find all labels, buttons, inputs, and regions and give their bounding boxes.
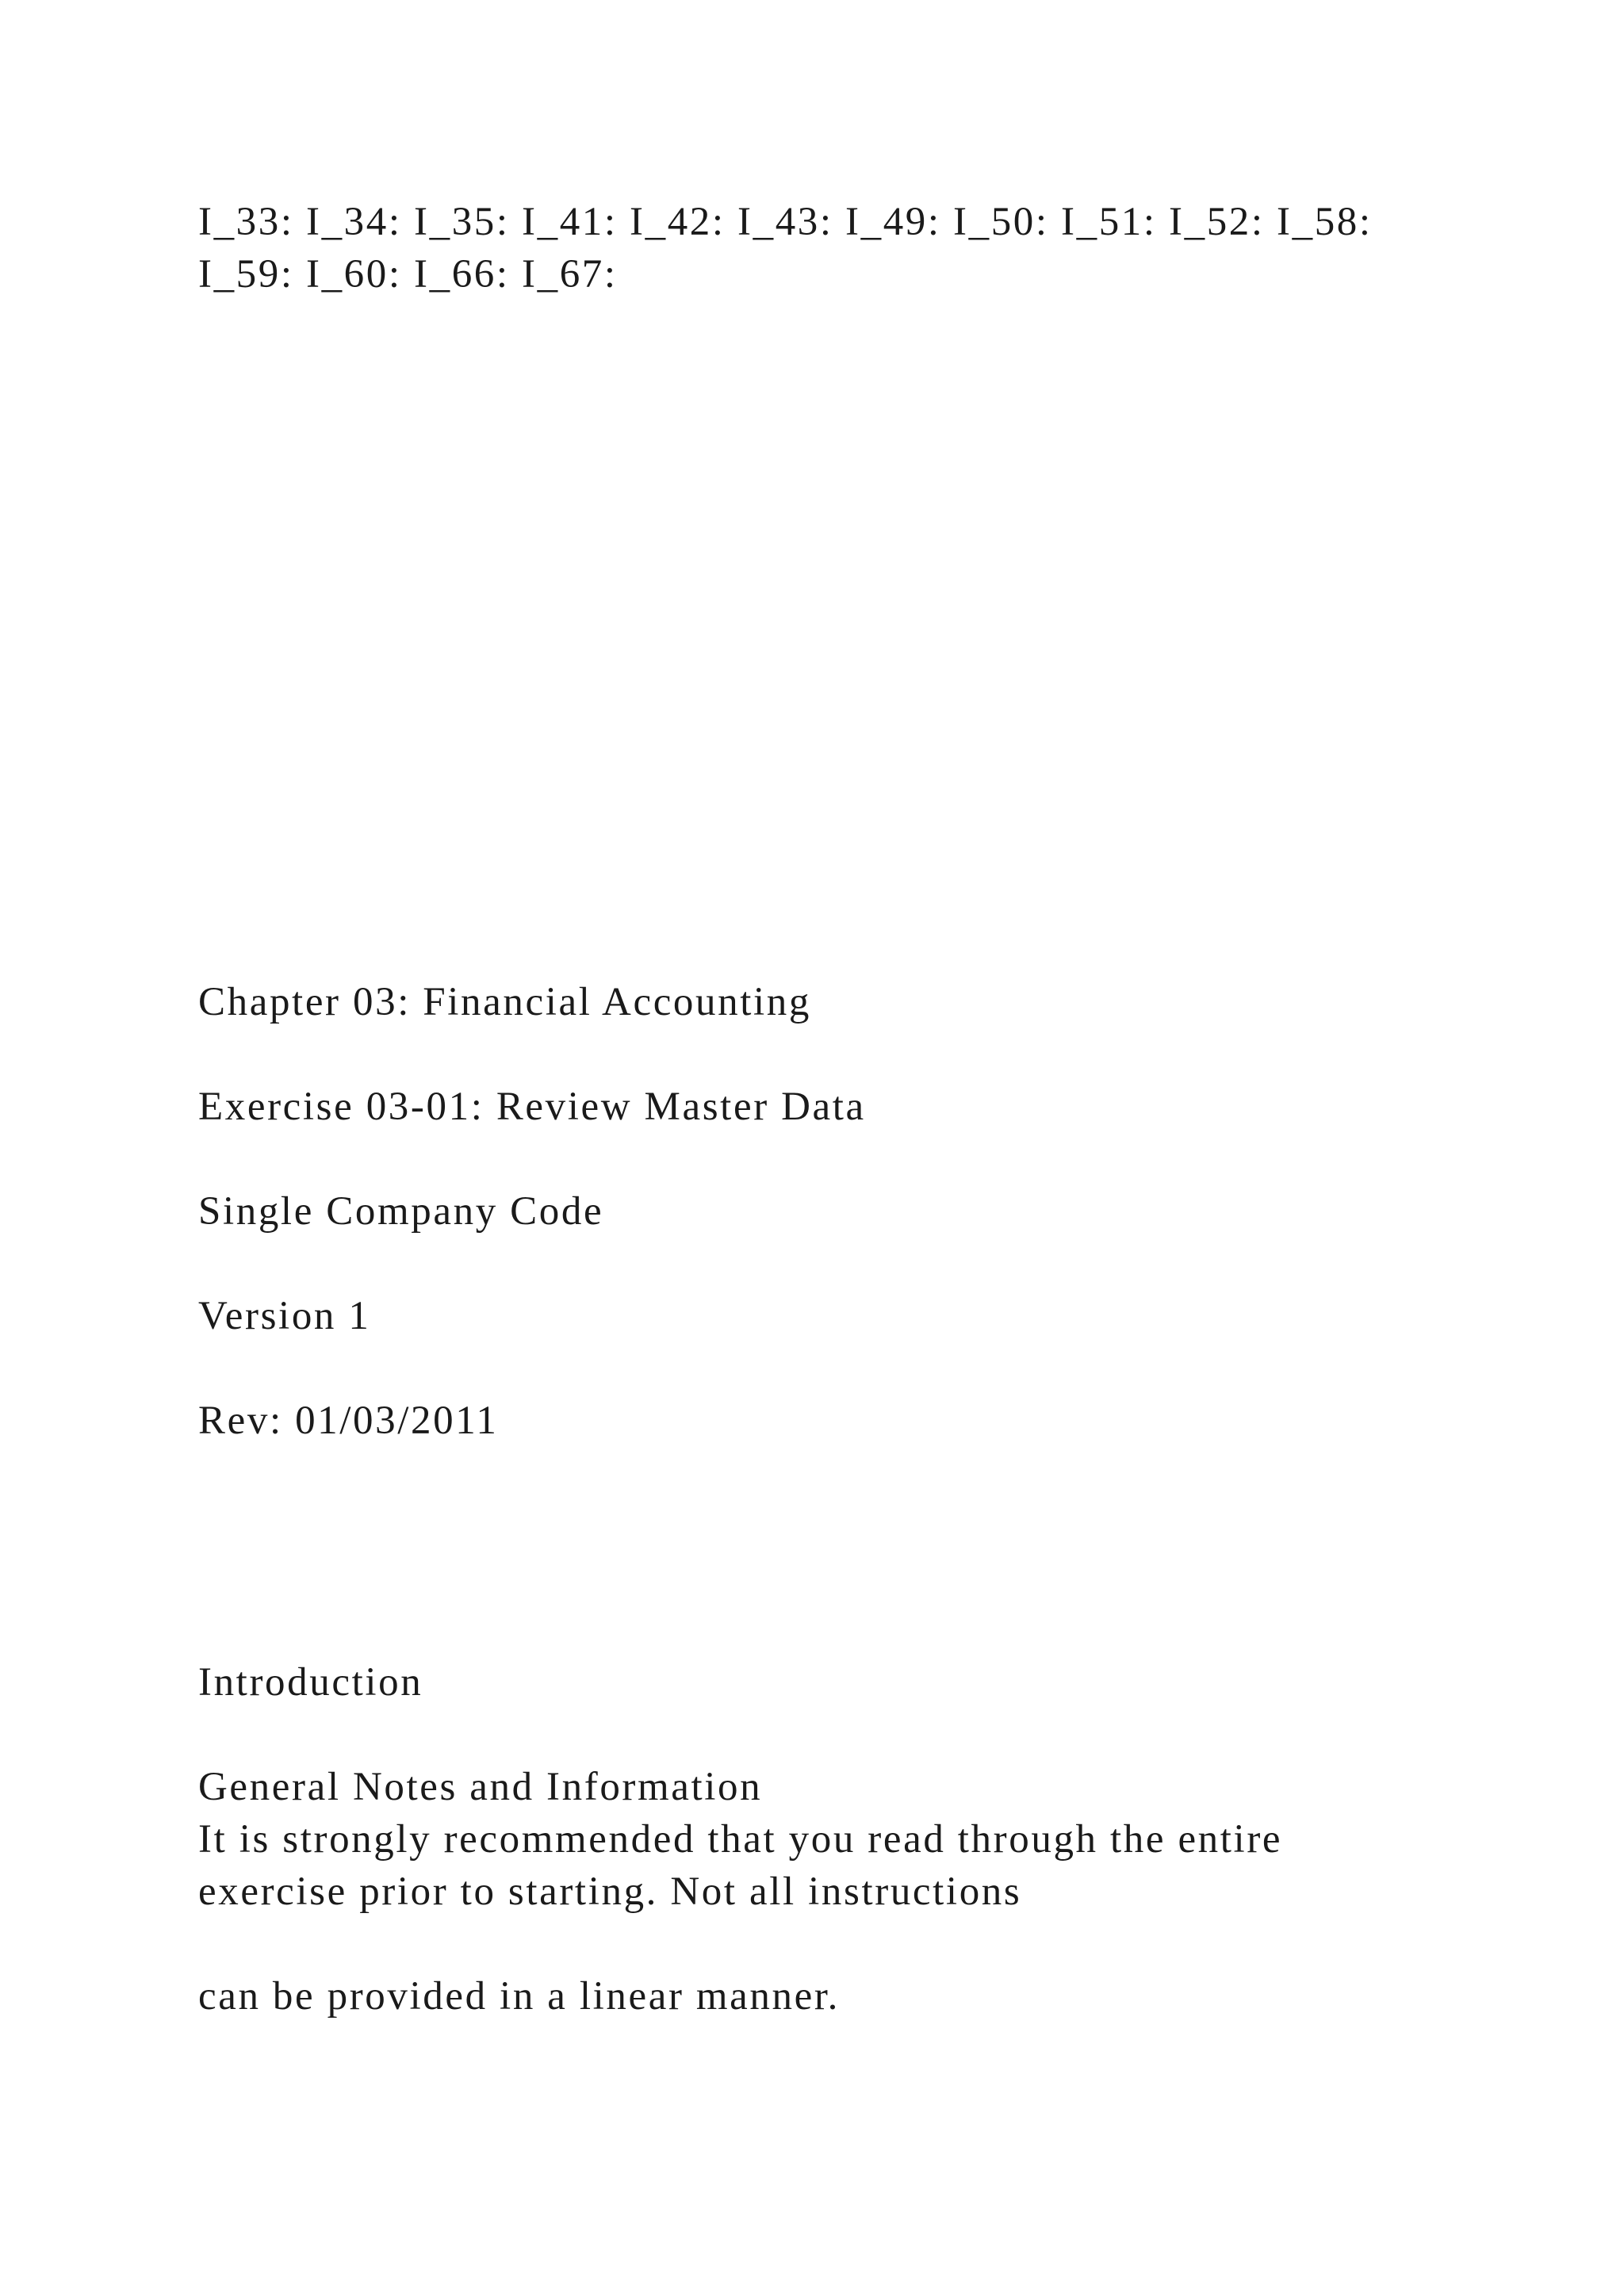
exercise-title: Exercise 03-01: Review Master Data [198,1085,866,1129]
revision-date: Rev: 01/03/2011 [198,1399,499,1443]
company-code-label: Single Company Code [198,1189,604,1234]
item-reference-line-1: I_33: I_34: I_35: I_41: I_42: I_43: I_49: I_50: I_51: I_52: I_58: [198,200,1373,244]
general-notes-text-line-1: It is strongly recommended that you read through the entire [198,1817,1283,1862]
chapter-title: Chapter 03: Financial Accounting [198,980,811,1024]
version-label: Version 1 [198,1294,371,1338]
item-reference-line-2: I_59: I_60: I_66: I_67: [198,252,618,297]
general-notes-text-line-2: exercise prior to starting. Not all instructions [198,1869,1022,1914]
introduction-heading: Introduction [198,1660,423,1705]
general-notes-text-line-3: can be provided in a linear manner. [198,1974,840,2019]
general-notes-heading: General Notes and Information [198,1765,763,1809]
